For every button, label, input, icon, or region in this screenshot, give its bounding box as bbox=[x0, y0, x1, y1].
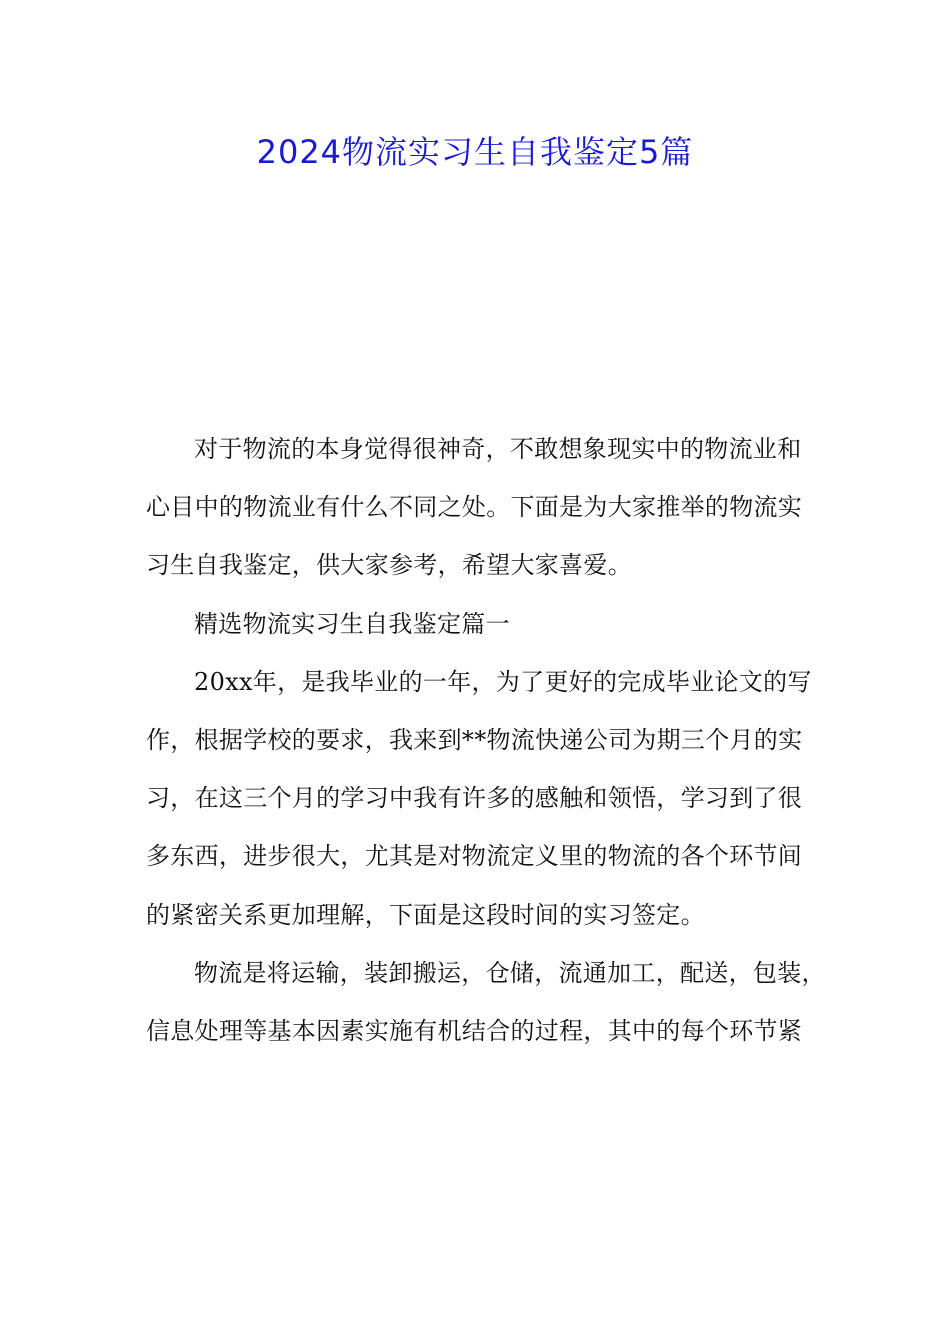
body-line: 物流是将运输，装卸搬运，仓储，流通加工，配送，包装， bbox=[194, 958, 826, 987]
body-line: 多东西，进步很大，尤其是对物流定义里的物流的各个环节间 bbox=[146, 842, 803, 871]
body-line: 对于物流的本身觉得很神奇，不敢想象现实中的物流业和 bbox=[194, 435, 802, 463]
body-line: 信息处理等基本因素实施有机结合的过程，其中的每个环节紧 bbox=[146, 1016, 803, 1045]
body-line: 20xx年，是我毕业的一年，为了更好的完成毕业论文的写 bbox=[194, 667, 812, 696]
body-line: 作，根据学校的要求，我来到**物流快递公司为期三个月的实 bbox=[146, 725, 803, 754]
body-line: 心目中的物流业有什么不同之处。下面是为大家推举的物流实 bbox=[146, 493, 803, 522]
body-line: 的紧密关系更加理解，下面是这段时间的实习签定。 bbox=[146, 900, 705, 929]
body-line: 习生自我鉴定，供大家参考，希望大家喜爱。 bbox=[146, 551, 632, 580]
body-line: 习，在这三个月的学习中我有许多的感触和领悟，学习到了很 bbox=[146, 784, 803, 813]
section-heading: 精选物流实习生自我鉴定篇一 bbox=[194, 609, 510, 638]
document-body bbox=[146, 420, 826, 1060]
document-title: 2024物流实习生自我鉴定5篇 bbox=[256, 133, 694, 171]
